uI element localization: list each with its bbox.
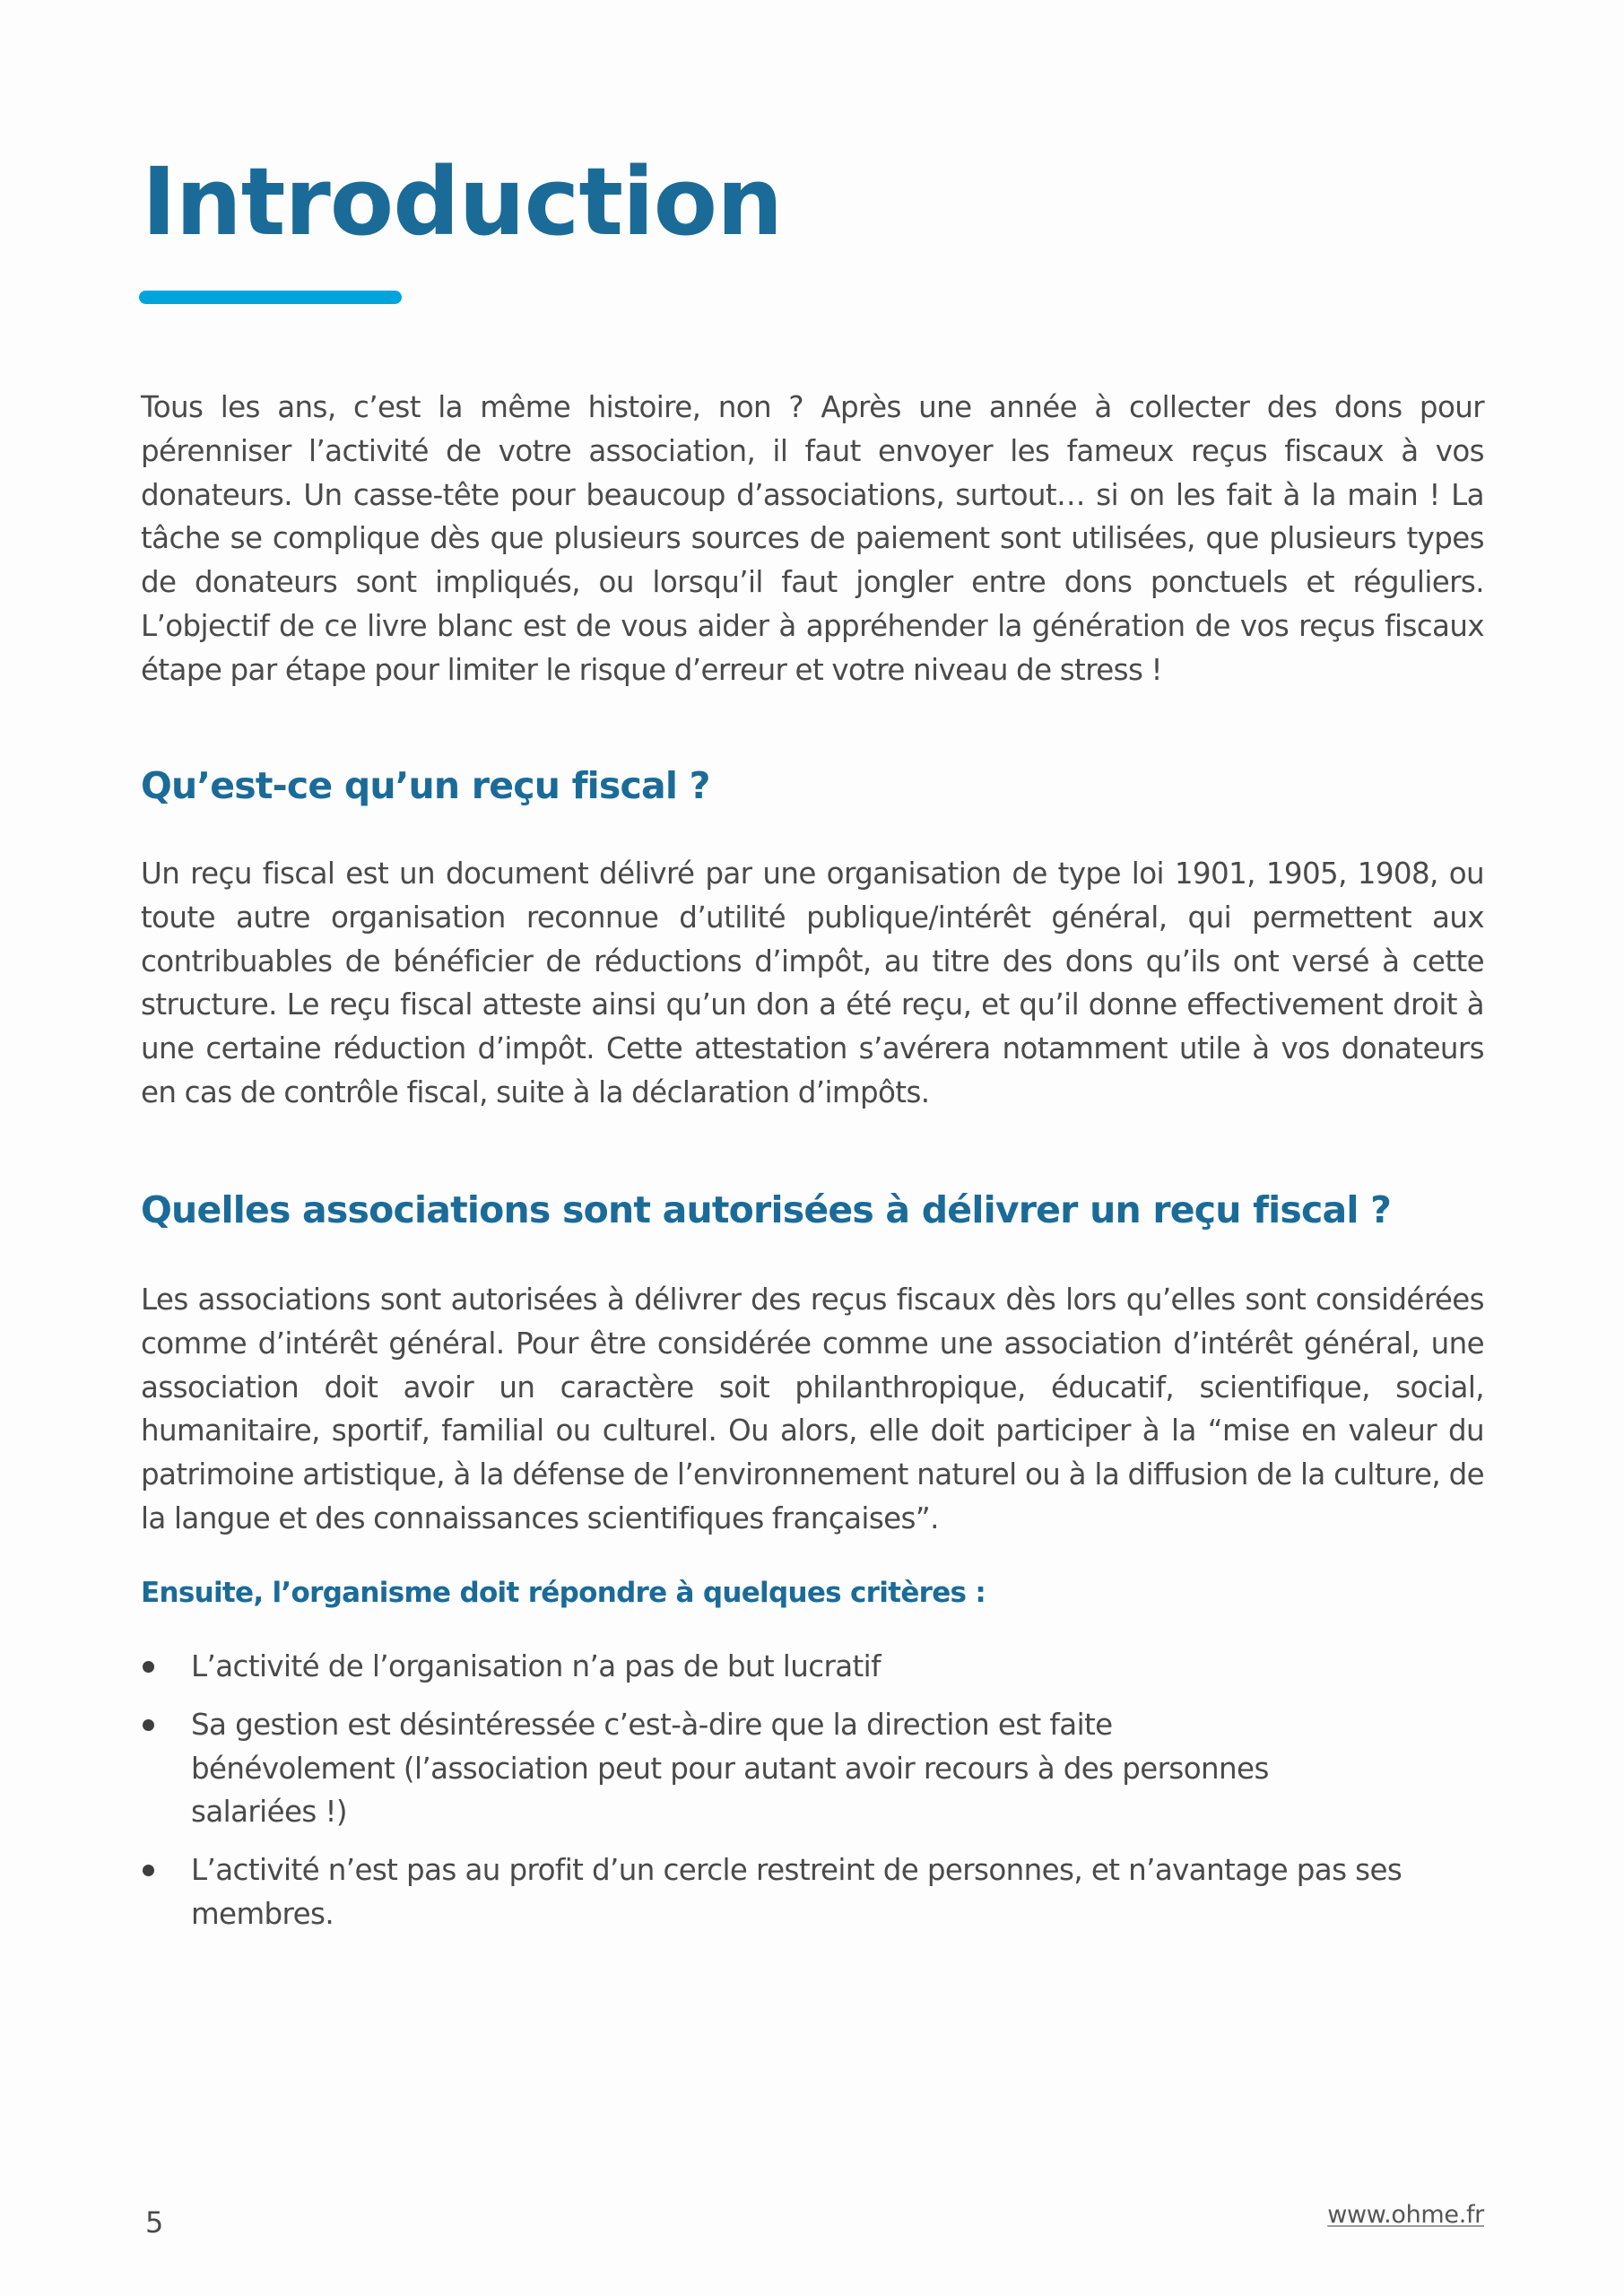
section-paragraph-eligible-associations: Les associations sont autorisées à délivrer des reçus fiscaux dès lors qu’elles sont considérées comme d’intérêt général. Pour être considérée comme une association d’intérêt général, une association doit avoir un caractère soit philanthropique, éducatif, scientifique, social, humanitaire, sportif, familial ou culturel. Ou alors, elle doit participer à la “mise en valeur du patrimoine artistique, à la défense de l’environnement naturel ou à la diffusion de la culture, de la langue et des connaissances scientifiques françaises”. bbox=[141, 1283, 1484, 1535]
bullet-dot-icon bbox=[143, 1719, 154, 1731]
title-accent-underline bbox=[139, 291, 402, 304]
page-number: 5 bbox=[145, 2205, 164, 2239]
criteria-subheading: Ensuite, l’organisme doit répondre à quelques critères : bbox=[141, 1577, 986, 1609]
section-paragraph-what-is-tax-receipt: Un reçu fiscal est un document délivré par une organisation de type loi 1901, 1905, 1908, ou toute autre organisation reconnue d’utilité publique/intérêt général, qui permettent aux contribuables de bénéficier de réductions d’impôt, au titre des dons qu’ils ont versé à cette structure. Le reçu fiscal atteste ainsi qu’un don a été reçu, et qu’il donne effectivement droit à une certaine réduction d’impôt. Cette attestation s’avérera notamment utile à vos donateurs en cas de contrôle fiscal, suite à la déclaration d’impôts. bbox=[141, 857, 1484, 1109]
criteria-item-text: L’activité de l’organisation n’a pas de but lucratif bbox=[191, 1649, 881, 1683]
criteria-list-item bbox=[141, 1848, 1484, 1936]
criteria-list-item bbox=[141, 1645, 1484, 1689]
criteria-list bbox=[141, 1645, 1484, 1951]
website-link[interactable]: www.ohme.fr bbox=[1327, 2201, 1484, 2229]
page-title: Introduction bbox=[142, 147, 783, 257]
section-heading-what-is-tax-receipt: Qu’est-ce qu’un reçu fiscal ? bbox=[141, 764, 710, 807]
bullet-dot-icon bbox=[143, 1661, 154, 1673]
criteria-list-item bbox=[141, 1703, 1484, 1834]
criteria-item-text: Sa gestion est désintéressée c’est-à-dire que la direction est faite bénévolement (l’association peut pour autant avoir recours à des personnes salariées !) bbox=[191, 1707, 1269, 1830]
bullet-dot-icon bbox=[143, 1865, 154, 1876]
criteria-item-text: L’activité n’est pas au profit d’un cercle restreint de personnes, et n’avantage pas ses membres. bbox=[191, 1853, 1403, 1931]
section-heading-eligible-associations: Quelles associations sont autorisées à délivrer un reçu fiscal ? bbox=[141, 1188, 1392, 1231]
intro-paragraph: Tous les ans, c’est la même histoire, non ? Après une année à collecter des dons pour pérenniser l’activité de votre association, il faut envoyer les fameux reçus fiscaux à vos donateurs. Un casse-tête pour beaucoup d’associations, surtout… si on les fait à la main ! La tâche se complique dès que plusieurs sources de paiement sont utilisées, que plusieurs types de donateurs sont impliqués, ou lorsqu’il faut jongler entre dons ponctuels et réguliers. L’objectif de ce livre blanc est de vous aider à appréhender la génération de vos reçus fiscaux étape par étape pour limiter le risque d’erreur et votre niveau de stress ! bbox=[141, 390, 1484, 687]
